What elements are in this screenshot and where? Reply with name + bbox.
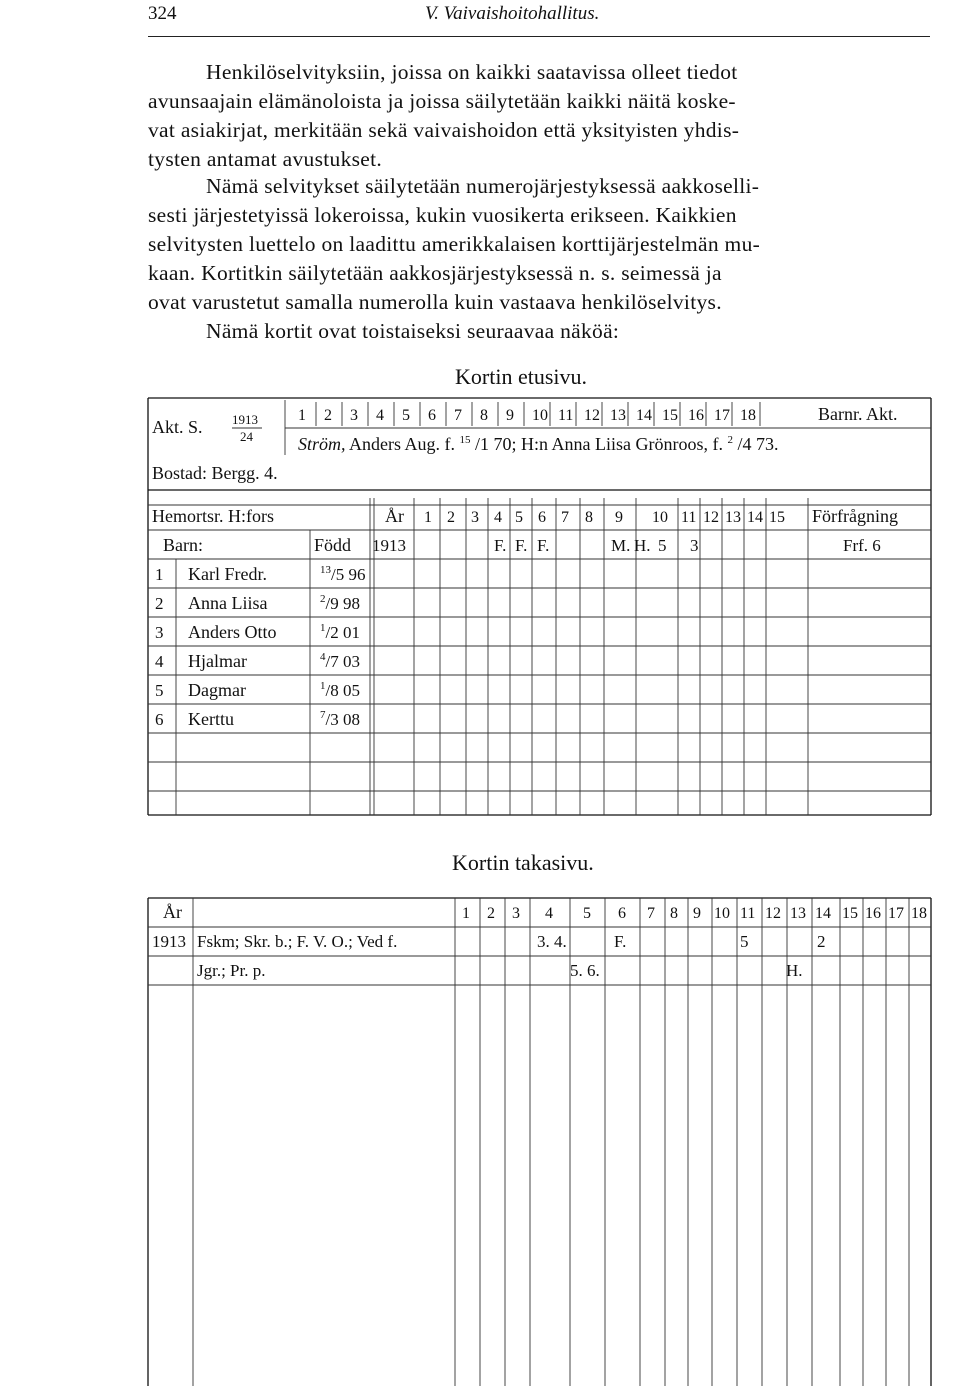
month-number: 12 bbox=[584, 407, 600, 424]
birth-day: 4 bbox=[320, 651, 326, 663]
wife-birth-day: 2 bbox=[727, 434, 734, 446]
column-number: 9 bbox=[693, 905, 701, 922]
column-number: 16 bbox=[865, 905, 881, 922]
given-names: Anders Aug. f. bbox=[349, 434, 456, 454]
wife-birth-rest: /4 73. bbox=[737, 434, 779, 454]
month-number: 8 bbox=[480, 407, 488, 424]
child-name: Anders Otto bbox=[188, 622, 277, 642]
page-number: 324 bbox=[148, 3, 177, 24]
note: Frf. 6 bbox=[843, 536, 881, 555]
ar-label: År bbox=[385, 506, 404, 526]
column-number: 4 bbox=[494, 509, 502, 526]
column-number: 4 bbox=[545, 905, 553, 922]
bostad: Bostad: Bergg. 4. bbox=[152, 463, 278, 483]
child-number: 2 bbox=[155, 594, 164, 613]
entry: F. bbox=[494, 536, 507, 555]
column-number: 2 bbox=[487, 905, 495, 922]
child-birthdate bbox=[320, 651, 360, 671]
entry: H. bbox=[786, 961, 803, 980]
child-birthdate bbox=[320, 709, 360, 729]
column-number: 10 bbox=[714, 905, 730, 922]
column-number: 13 bbox=[725, 509, 741, 526]
month-number: 6 bbox=[428, 407, 436, 424]
entry: M. bbox=[611, 536, 631, 555]
child-birthdate bbox=[320, 564, 365, 584]
birth-day: 1 bbox=[320, 680, 326, 692]
child-birthdate bbox=[320, 622, 360, 642]
entry-description: Fskm; Skr. b.; F. V. O.; Ved f. bbox=[197, 932, 398, 951]
birth-rest: /9 98 bbox=[325, 594, 360, 613]
text-line: selvitysten luettelo on laadittu amerikkalaisen korttijärjestelmän mu- bbox=[148, 232, 761, 256]
chapter-title: V. Vaivaishoitohallitus. bbox=[425, 3, 600, 24]
child-number: 5 bbox=[155, 681, 164, 700]
person-line bbox=[298, 427, 779, 454]
text-line: Nämä selvitykset säilytetään numerojärjestyksessä aakkoselli- bbox=[206, 174, 760, 198]
column-number: 1 bbox=[462, 905, 470, 922]
child-name: Anna Liisa bbox=[188, 593, 268, 613]
child-number: 6 bbox=[155, 710, 164, 729]
column-number: 11 bbox=[740, 905, 756, 922]
birth-day: 13 bbox=[320, 564, 331, 576]
text-line: Henkilöselvityksiin, joissa on kaikki saatavissa olleet tiedot bbox=[206, 60, 738, 84]
column-number: 5 bbox=[583, 905, 591, 922]
entry: F. bbox=[537, 536, 550, 555]
month-number: 3 bbox=[350, 407, 358, 424]
column-number: 3 bbox=[471, 509, 479, 526]
akt-label: Akt. S. bbox=[152, 417, 203, 437]
column-number: 14 bbox=[815, 905, 831, 922]
text-line: tysten antamat avustukset. bbox=[148, 147, 383, 171]
column-number: 15 bbox=[842, 905, 858, 922]
text-line: ovat varustetut samalla numerolla kuin vastaava henkilöselvitys. bbox=[148, 290, 722, 314]
month-number: 16 bbox=[688, 407, 704, 424]
child-birthdate bbox=[320, 593, 360, 613]
entry: 5 bbox=[740, 932, 749, 951]
child-number: 4 bbox=[155, 652, 164, 671]
column-number: 5 bbox=[515, 509, 523, 526]
column-number: 7 bbox=[561, 509, 569, 526]
column-number: 6 bbox=[618, 905, 626, 922]
entry: 3 bbox=[690, 536, 699, 555]
column-number: 12 bbox=[765, 905, 781, 922]
birth-day: 7 bbox=[320, 709, 326, 721]
birth-day: 15 bbox=[459, 434, 471, 446]
child-name: Hjalmar bbox=[188, 651, 247, 671]
akt-number: 24 bbox=[240, 429, 253, 444]
surname: Ström, bbox=[298, 434, 346, 454]
birth-rest: /3 08 bbox=[325, 710, 360, 729]
column-number: 3 bbox=[512, 905, 520, 922]
child-name: Karl Fredr. bbox=[188, 564, 267, 584]
entry: 3. 4. bbox=[537, 932, 567, 951]
month-number: 14 bbox=[636, 407, 652, 424]
column-number: 8 bbox=[670, 905, 678, 922]
column-numbers bbox=[424, 509, 785, 526]
text-line: Nämä kortit ovat toistaiseksi seuraavaa näköä: bbox=[206, 319, 620, 343]
child-birthdate bbox=[320, 680, 360, 700]
barn-label: Barn: bbox=[163, 535, 203, 555]
year-1913: 1913 bbox=[372, 536, 406, 555]
month-number-row bbox=[298, 402, 760, 426]
child-name: Kerttu bbox=[188, 709, 234, 729]
column-number: 9 bbox=[615, 509, 623, 526]
month-number: 11 bbox=[558, 407, 574, 424]
back-card-caption: Kortin takasivu. bbox=[452, 850, 594, 875]
text-line: kaan. Kortitkin säilytetään aakkosjärjestyksessä n. s. seimessä ja bbox=[148, 261, 722, 285]
ar-label: År bbox=[163, 902, 182, 922]
column-number: 13 bbox=[790, 905, 806, 922]
text-line: vat asiakirjat, merkitään sekä vaivaishoidon että yksityisten yhdis- bbox=[148, 118, 740, 142]
month-number: 7 bbox=[454, 407, 462, 424]
month-number: 13 bbox=[610, 407, 626, 424]
column-number: 14 bbox=[747, 509, 763, 526]
column-numbers bbox=[462, 905, 927, 922]
entry: F. bbox=[614, 932, 627, 951]
entry: 5 bbox=[658, 536, 667, 555]
column-number: 8 bbox=[585, 509, 593, 526]
column-number: 18 bbox=[911, 905, 927, 922]
entry: F. bbox=[515, 536, 528, 555]
month-number: 17 bbox=[714, 407, 730, 424]
column-number: 12 bbox=[703, 509, 719, 526]
entry-description: Jgr.; Pr. p. bbox=[197, 961, 266, 980]
column-number: 11 bbox=[681, 509, 697, 526]
column-number: 7 bbox=[647, 905, 655, 922]
hemortsr: Hemortsr. H:fors bbox=[152, 506, 274, 526]
birth-day: 2 bbox=[320, 593, 326, 605]
barnr-label: Barnr. Akt. bbox=[818, 404, 898, 424]
birth-rest: /1 70; H:n Anna Liisa Grönroos, f. bbox=[475, 434, 724, 454]
child-number: 1 bbox=[155, 565, 164, 584]
month-number: 15 bbox=[662, 407, 678, 424]
birth-rest: /2 01 bbox=[325, 623, 360, 642]
column-number: 17 bbox=[888, 905, 904, 922]
month-number: 1 bbox=[298, 407, 306, 424]
text-line: sesti järjestetyissä lokeroissa, kukin vuosikerta erikseen. Kaikkien bbox=[148, 203, 737, 227]
month-number: 10 bbox=[532, 407, 548, 424]
entry: 2 bbox=[817, 932, 826, 951]
column-number: 6 bbox=[538, 509, 546, 526]
entry: H. bbox=[634, 536, 651, 555]
child-name: Dagmar bbox=[188, 680, 246, 700]
column-number: 10 bbox=[652, 509, 668, 526]
month-number: 2 bbox=[324, 407, 332, 424]
column-number: 15 bbox=[769, 509, 785, 526]
month-number: 9 bbox=[506, 407, 514, 424]
birth-rest: /7 03 bbox=[325, 652, 360, 671]
fodd-label: Född bbox=[314, 535, 352, 555]
column-number: 2 bbox=[447, 509, 455, 526]
birth-day: 1 bbox=[320, 622, 326, 634]
birth-rest: /5 96 bbox=[331, 565, 366, 584]
akt-year: 1913 bbox=[232, 412, 258, 427]
text-line: avunsaajain elämänoloista ja joissa säilytetään kaikki näitä koske- bbox=[148, 89, 736, 113]
birth-rest: /8 05 bbox=[325, 681, 360, 700]
month-number: 5 bbox=[402, 407, 410, 424]
column-number: 1 bbox=[424, 509, 432, 526]
forfragning-label: Förfrågning bbox=[812, 506, 898, 526]
month-number: 4 bbox=[376, 407, 384, 424]
year-1913: 1913 bbox=[152, 932, 186, 951]
front-card-caption: Kortin etusivu. bbox=[455, 364, 587, 389]
entry: 5. 6. bbox=[570, 961, 600, 980]
child-number: 3 bbox=[155, 623, 164, 642]
month-number: 18 bbox=[740, 407, 756, 424]
back-card bbox=[0, 880, 960, 1386]
